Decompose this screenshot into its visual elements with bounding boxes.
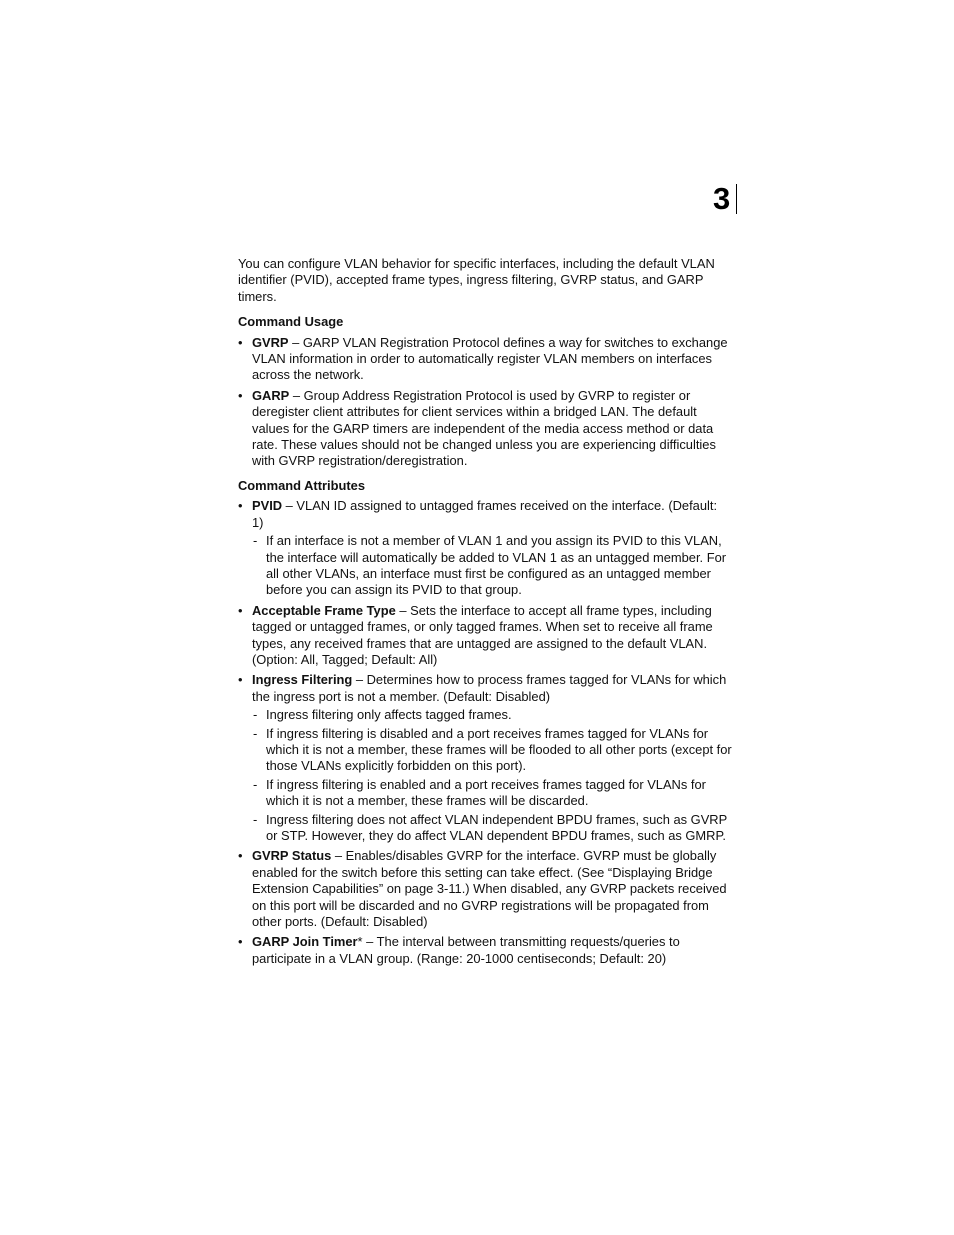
term: Acceptable Frame Type xyxy=(252,602,396,618)
sub-item: - If an interface is not a member of VLAN 1 and you assign its PVID to this VLAN, the interface will automatically be added to VLAN 1 as an untagged member. For all other VLANs, an interface must first be configured as an untagged member before you can assign its PVID to that group. xyxy=(252,533,732,599)
command-attributes-list xyxy=(238,498,732,967)
description: – Sets the interface to accept all frame types, including tagged or untagged frames, or only tagged frames. When set to receive all frame types, any received frames that are untagged are assigned to the default VLAN. (Option: All, Tagged; Default: All) xyxy=(252,602,713,667)
chapter-number: 3 xyxy=(713,184,737,214)
list-item xyxy=(238,335,732,384)
description: – VLAN ID assigned to untagged frames received on the interface. (Default: 1) xyxy=(252,498,718,530)
description: – GARP VLAN Registration Protocol defines a way for switches to exchange VLAN information in order to automatically register VLAN members on interfaces across the network. xyxy=(252,334,728,383)
term: PVID xyxy=(252,498,283,514)
intro-paragraph: You can configure VLAN behavior for specific interfaces, including the default VLAN identifier (PVID), accepted frame types, ingress filtering, GVRP status, and GARP timers. xyxy=(238,256,715,304)
description: – Determines how to process frames tagged for VLANs for which the ingress port is not a member. (Default: Disabled) xyxy=(252,672,727,704)
ingress-subitems xyxy=(252,707,732,844)
list-item xyxy=(238,388,732,470)
page-body xyxy=(238,256,732,967)
command-usage-list xyxy=(238,335,732,470)
description: – Enables/disables GVRP for the interface. GVRP must be globally enabled for the switch before this setting can take effect. (See “Displaying Bridge Extension Capabilities” on page 3-11.) When disabled, any GVRP packets received on this port will be discarded and no GVRP registrations will be propagated from other ports. (Default: Disabled) xyxy=(252,848,727,930)
list-item-ingress-filtering xyxy=(238,672,732,844)
description: – Group Address Registration Protocol is used by GVRP to register or deregister client attributes for client services within a bridged LAN. The default values for the GARP timers are independent of the media access method or data rate. These values should not be changed unless you are experiencing difficulties with GVRP registration/deregistration. xyxy=(252,387,716,469)
term: GARP Join Timer xyxy=(252,934,358,950)
list-item-gvrp-status xyxy=(238,848,732,930)
term: Ingress Filtering xyxy=(252,672,353,688)
term: GVRP Status xyxy=(252,848,332,864)
list-item-pvid xyxy=(238,498,732,598)
pvid-subitems xyxy=(252,533,732,599)
sub-item: - If ingress filtering is disabled and a port receives frames tagged for VLANs for which it is not a member, these frames will be flooded to all other ports (except for those VLANs explicitly forbidden on this port). xyxy=(252,726,732,775)
list-item-frame-type xyxy=(238,603,732,669)
sub-item: - Ingress filtering does not affect VLAN independent BPDU frames, such as GVRP or STP. However, they do affect VLAN dependent BPDU frames, such as GMRP. xyxy=(252,812,732,845)
description: * – The interval between transmitting requests/queries to participate in a VLAN group. (Range: 20-1000 centiseconds; Default: 20) xyxy=(252,934,680,966)
command-usage-heading: Command Usage xyxy=(238,314,344,330)
list-item-garp-join-timer xyxy=(238,934,732,967)
command-attributes-heading: Command Attributes xyxy=(238,477,365,493)
sub-item: - If ingress filtering is enabled and a port receives frames tagged for VLANs for which it is not a member, these frames will be discarded. xyxy=(252,777,732,810)
term: GVRP xyxy=(252,334,289,350)
sub-item: - Ingress filtering only affects tagged frames. xyxy=(252,707,732,723)
term: GARP xyxy=(252,387,290,403)
